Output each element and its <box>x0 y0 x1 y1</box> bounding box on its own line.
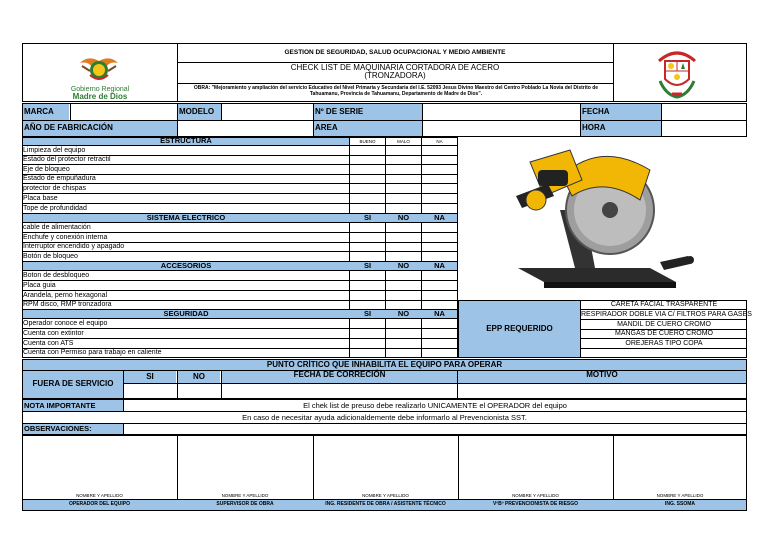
fecha-label: FECHA <box>582 107 610 116</box>
marca-input[interactable] <box>70 104 176 120</box>
signature-role: VºBº PREVENCIONISTA DE RIESGO <box>492 501 579 507</box>
check-item: Estado del protector retractil <box>23 156 111 163</box>
obra-description: OBRA: "Mejoramiento y ampliación del servicio Educativo del Nivel Primaria y Secundaria del I.E. 52093 Jesus Divino Maestro del Centro Poblado La Novia del Distrito de Tahuamanu, Provincia de Tahuamanu, Departamento de Madre de Dios". <box>193 85 599 97</box>
check-item: protector de chispas <box>23 185 87 192</box>
observaciones-label: OBSERVACIONES: <box>24 424 92 433</box>
nota-line1: El chek list de preuso debe realizarlo UNICAMENTE el OPERADOR del equipo <box>303 401 567 410</box>
hora-label: HORA <box>582 123 606 132</box>
check-item: cable de alimentación <box>23 224 91 231</box>
title-main: GESTION DE SEGURIDAD, SALUD OCUPACIONAL Y MEDIO AMBIENTE <box>284 49 506 56</box>
nota-line2: En caso de necesitar ayuda adicionaldemente debe informarlo al Prevencionista SST. <box>242 413 527 422</box>
fecha-correccion-input[interactable] <box>222 384 457 398</box>
signature-name-label: NOMBRE Y APELLIDO <box>221 493 269 498</box>
signature-role: SUPERVISOR DE OBRA <box>216 501 274 507</box>
check-item: Placa guia <box>23 282 56 289</box>
check-item: Enchufe y conexión interna <box>23 234 108 241</box>
marca-label: MARCA <box>24 107 54 116</box>
check-item: Arandela, perno hexagonal <box>23 292 108 299</box>
anio-input[interactable] <box>177 121 313 136</box>
nota-importante-label: NOTA IMPORTANTE <box>24 401 96 410</box>
hora-input[interactable] <box>661 121 746 136</box>
epp-item: RESPIRADOR DOBLE VIA C/ FILTROS PARA GASES <box>581 311 752 318</box>
signature-role: OPERADOR DEL EQUIPO <box>68 501 131 507</box>
epp-label: EPP REQUERIDO <box>486 324 553 333</box>
epp-item: MANDIL DE CUERO CROMO <box>617 321 711 328</box>
title-sub2: (TRONZADORA) <box>364 71 426 80</box>
modelo-input[interactable] <box>221 104 313 120</box>
gov-name-line1: Gobierno Regional <box>70 86 130 93</box>
epp-item: CARETA FACIAL TRASPARENTE <box>610 301 718 308</box>
fecha-input[interactable] <box>661 104 746 120</box>
gov-name-line2: Madre de Dios <box>72 92 128 101</box>
serie-label: Nº DE SERIE <box>315 107 364 116</box>
signature-role: ING. RESIDENTE DE OBRA / ASISTENTE TÉCNICO <box>325 501 446 507</box>
motivo-label: MOTIVO <box>586 370 618 379</box>
fuera-servicio-label: FUERA DE SERVICIO <box>32 379 114 388</box>
check-item: Operador conoce el equipo <box>23 320 108 327</box>
title-sub1: CHECK LIST DE MAQUINARIA CORTADORA DE ACERO <box>290 63 500 72</box>
check-item: Limpieza del equipo <box>23 147 86 154</box>
serie-input[interactable] <box>422 104 580 120</box>
fuera-si-input[interactable] <box>124 384 176 398</box>
regional-government-logo <box>76 53 122 83</box>
motivo-input[interactable] <box>458 384 746 398</box>
critical-title: PUNTO CRÍTICO QUE INHABILITA EL EQUIPO PARA OPERAR <box>266 360 503 369</box>
epp-item: MANGAS DE CUERO CROMO <box>614 330 713 337</box>
fuera-no-input[interactable] <box>178 384 220 398</box>
modelo-label: MODELO <box>179 107 215 116</box>
signature-name-label: NOMBRE Y APELLIDO <box>656 493 704 498</box>
signature-name-label: NOMBRE Y APELLIDO <box>512 493 559 498</box>
area-input[interactable] <box>422 121 580 136</box>
check-item: Placa base <box>23 195 58 202</box>
observaciones-input[interactable] <box>124 424 746 434</box>
area-label: AREA <box>315 123 338 132</box>
fecha-correccion-label: FECHA DE CORRECIÓN <box>293 370 386 379</box>
check-item: Botón de bloqueo <box>23 253 78 260</box>
signature-name-label: NOMBRE Y APELLIDO <box>76 493 123 498</box>
chop-saw-image <box>500 140 700 300</box>
check-item: Interruptor encendido y apagado <box>23 243 125 250</box>
signature-name-label: NOMBRE Y APELLIDO <box>362 493 409 498</box>
epp-item: OREJERAS TIPO COPA <box>625 340 703 347</box>
check-item: RPM disco, RMP tronzadora <box>23 301 112 308</box>
check-item: Estado de empuñadura <box>23 175 96 182</box>
check-item: Eje de bloqueo <box>23 166 70 173</box>
anio-label: AÑO DE FABRICACIÓN <box>24 123 113 132</box>
check-item: Cuenta con Permiso para trabajo en caliente <box>23 349 162 356</box>
fuera-no-label: NO <box>193 372 205 381</box>
fuera-si-label: SI <box>146 372 154 381</box>
signature-role: ING. SSOMA <box>664 501 695 507</box>
check-item: Cuenta con extintor <box>23 330 84 337</box>
check-item: Boton de desbloqueo <box>23 272 90 279</box>
check-item: Tope de profundidad <box>23 205 87 212</box>
national-coat-of-arms <box>654 47 700 99</box>
check-item: Cuenta con ATS <box>23 340 74 347</box>
